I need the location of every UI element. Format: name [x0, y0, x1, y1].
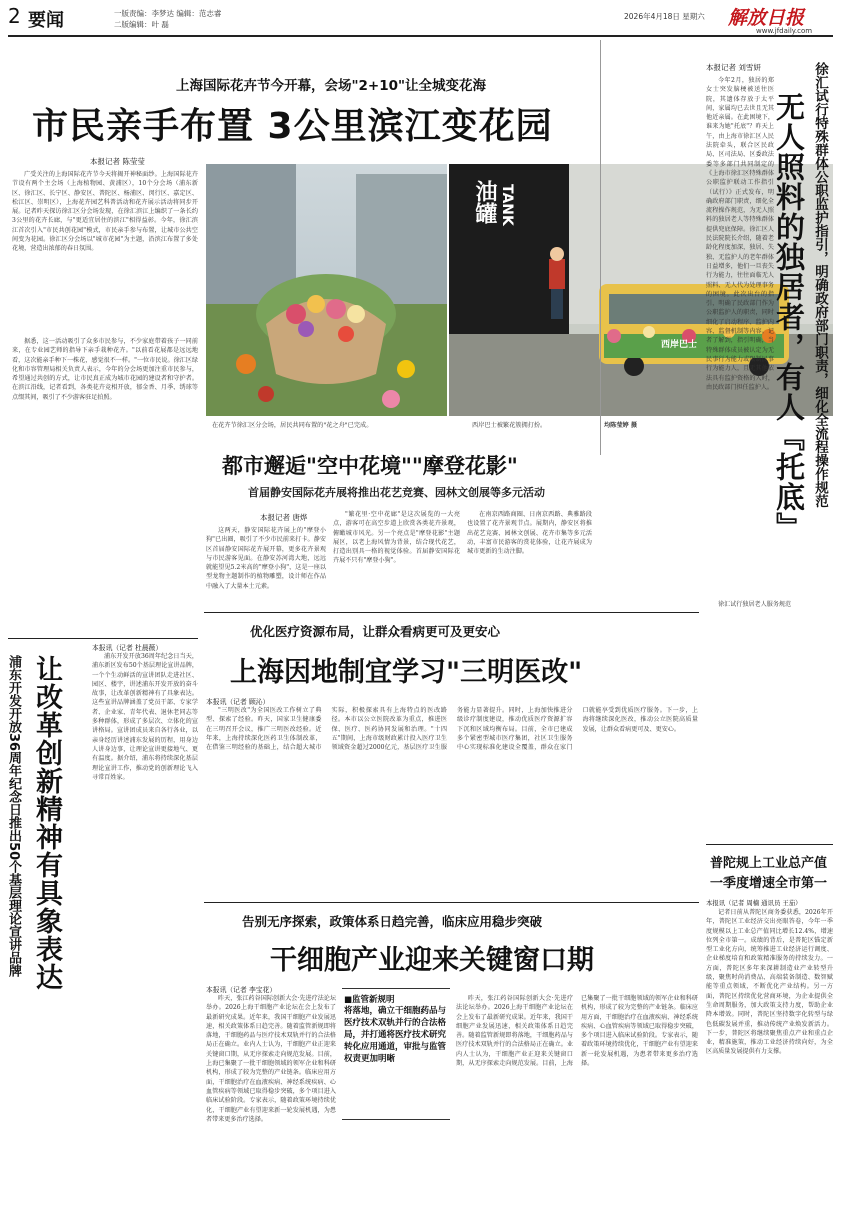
tank-sign-en: TANK — [499, 184, 515, 226]
header-rule — [8, 35, 833, 37]
fifth-byline: 本报讯（记者 周楠 通讯员 王茄） — [706, 899, 802, 907]
right-body-lower: 徐汇试行独居老人服务规范 — [718, 601, 792, 608]
left-body: 浦东开发开放36周年纪念日当天，浦东新区发布50个基层理论宣讲品牌，一个个生动鲜活的宣讲团队走进社区、园区、楼宇，讲述浦东开发开放的奋斗故事，让改革创新精神有了具象表达。这些宣讲品牌涵盖了党员干部、专家学者、企业家、青年代表、退休老同志等多种群体，形成了多层次、立体化的宣讲格局。宣讲团成员来自各行各业，以亲身经历讲述浦东发展的历程，用身边人讲身边事，让理论宣讲更接地气、更有温度。据介绍，浦东将持续深化基层理论宣讲工作，推动党的创新理论飞入寻常百姓家。 — [92, 653, 198, 781]
right-column-divider — [600, 40, 601, 455]
issue-date: 2026年4月18日 星期六 — [624, 12, 705, 21]
left-photo-caption: 在花卉节徐汇区分会场，居民共同布置的"花之舟"已完成。 — [212, 422, 373, 429]
fifth-top-rule — [706, 844, 833, 845]
editor-line-1: 一版责编：李梦达 编辑：范志睿 — [114, 9, 222, 18]
fifth-body: 记者日前从普陀区商务委获悉，2026年开年，普陀区工业经济交出亮眼答卷，今年一季度规模以上工业总产值同比增长12.4%，增速位列全市第一。成绩的背后，是普陀区锚定新型工业化方向，统筹推进工业经济运行调度、企业梯度培育和政策精准服务的持续发力。一方面，普陀区多年来深耕制造业产业转型升级，聚焦时尚消费品、高端装备制造、数智赋能等重点领域，不断优化产业结构。另一方面，普陀区持续优化营商环境，为企业提供全生命周期服务，加大政策支持力度，帮助企业降本增效。同时，普陀区坚持数字化转型与绿色低碳发展并重，推动传统产业焕发新活力。下一步，普陀区将继续聚焦重点产业和重点企业，精准施策，推动工业经济持续向好，为全区高质量发展提供有力支撑。 — [706, 909, 833, 1056]
fifth-headline: 普陀规上工业总产值 — [710, 856, 828, 871]
left-main-title: 让改革创新精神有具象表达 — [31, 655, 62, 991]
flower-boat-photo — [206, 164, 447, 416]
second-subhead: 首届静安国际花卉展将推出花艺竞赛、园林文创展等多元活动 — [248, 486, 545, 499]
fourth-byline: 本报讯（记者 李宝花） — [206, 986, 277, 994]
third-kicker: 优化医疗资源布局，让群众看病更可及更安心 — [250, 624, 501, 639]
left-byline: 本报讯（记者 杜晨薇） — [92, 644, 163, 652]
fourth-top-rule — [204, 902, 699, 903]
second-column-1: 这两天，静安国际花卉展上的"摩登小狗"已出圈，吸引了不少市民前来打卡。静安区首届静安国际花卉展开幕，更多花卉景观与市民游客见面。在静安苏河湾大地，远远就能望见5.2米高的"摩登小狗"，这是一座以型龙物主题制作的植物雕塑，设计师在作品中融入了大量本土元素。 — [206, 527, 326, 590]
lead-kicker: 上海国际花卉节今开幕，会场"2+10"让全城变花海 — [176, 78, 487, 94]
right-byline: 本报记者 刘雪妍 — [706, 63, 761, 72]
second-column-3: 在南京西路商圈、日南京西路、典雅路段也设置了花卉景观节点。展期内，静安区将推出花艺竞赛、园林文创展、花卉市集等多元活动，丰富市民游客的赏花体验，让花卉展成为城市更新的生动注脚。 — [467, 511, 592, 556]
page-number: 2 — [8, 4, 21, 28]
right-photo-caption: 西岸巴士被繁花簇拥打扮。 — [472, 422, 547, 429]
tank-sign-cn: 油罐 — [472, 180, 497, 224]
right-main-title: 无人照料的独居者，有人『托底』 — [772, 92, 806, 542]
lead-bottom-rule — [8, 638, 198, 639]
regulation-box — [342, 988, 450, 1120]
box-text: 将落地，确立干细胞药品与医疗技术双轨并行的合法格局，并打通将医疗技术研究转化应用通道，审批与监管权责更加明晰 — [344, 1006, 447, 1064]
box-title: ■监管新规明 — [344, 995, 395, 1005]
paper-logo: 解放日报 — [728, 7, 805, 29]
third-body: "三明医改"为全国医改工作树立了典型、探索了经验。昨天，国家卫生健康委在三明召开会议，推广三明医改经验。近年来，上海持续深化医药卫生体制改革，在借鉴三明经验的基础上，结合超大城市实际，积极探索具有上海特点的医改路径。本市以公立医院改革为重点，推进医保、医疗、医药协同发展和治理。"十四五"期间，上海市级财政累计投入医疗卫生领域资金超过2000亿元，基层医疗卫生服务能力显著提升。同时，上海加快推进分级诊疗制度建设，推动优质医疗资源扩容下沉和区域均衡布局。目前，全市已建成多个紧密型城市医疗集团，社区卫生服务中心实现标准化建设全覆盖，群众在家门口就能享受到优质医疗服务。下一步，上海将继续深化医改，推动公立医院高质量发展，让群众看病更可及、更安心。 — [206, 707, 698, 752]
lead-column-1: 广受关注的上海国际花卉节今天将揭开神秘面纱。上海国际花卉节设有两个主会场（上海植物园、黄浦区），10个分会场（浦东新区、徐汇区、长宁区、静安区、普陀区、杨浦区、闵行区、嘉定区、松江区、崇明区），上海花卉园艺科普活动和花卉展示活动将同步开展。记者昨天探访徐汇区分会场发现，在徐汇滨江上编织了一条长约3公里的花卉长廊，与"更适宜居住的滨江"相得益彰。今年，徐汇滨江首次引入"市民共创花园"模式，市民亲手参与布置，让城市公共空间变为花园。徐汇区分会场以"城市花园"为主题，沿滨江布置了多处花境，营造出浓郁的春日氛围。 — [12, 171, 198, 253]
fifth-headline-2: 一季度增速全市第一 — [710, 876, 828, 891]
fourth-body-right: 昨天，张江药谷国际创新大会·先进疗法论坛举办。2026上海干细胞产业论坛在会上发布了最新研究成果。近年来，我国干细胞产业发展迅速，相关政策体系日趋完善。随着监管新规即将落地，干细胞药品与医疗技术双轨并行的合法格局正在确立。业内人士认为，干细胞产业正迎来关键窗口期，从无序探索走向规范发展。目前，上海已集聚了一批干细胞领域的领军企业和科研机构，形成了较为完整的产业链条。临床应用方面，干细胞治疗在血液疾病、神经系统疾病、心血管疾病等领域已取得稳步突破，多个项目进入临床试验阶段。专家表示，随着政策环境持续优化，干细胞产业有望迎来新一轮发展机遇，为患者带来更多治疗选择。 — [456, 995, 698, 1068]
left-kicker: 浦东开发开放36周年纪念日推出50个基层理论宣讲品牌 — [6, 655, 21, 978]
fourth-kicker: 告别无序探索，政策体系日趋完善，临床应用稳步突破 — [242, 914, 543, 929]
website-url[interactable]: www.jfdaily.com — [756, 27, 813, 35]
third-headline: 上海因地制宜学习"三明医改" — [230, 657, 583, 688]
bus-label: 西岸巴士 — [661, 340, 698, 350]
lead-column-2: 据悉，这一活动吸引了众多市民参与，不少家庭带着孩子一同前来，在专业园艺师的指导下亲手栽种花卉。"以前看花展都是远远地看，这次能亲手种下一株花，感觉很不一样。"一位市民说。徐汇区绿化和市容管理局相关负责人表示，今年的分会场更加注重市民参与，希望通过共创的方式，让市民真正成为城市花园的建设者和守护者。在滨江沿线，记者看到，各类花卉竞相开放，郁金香、月季、绣球等点缀其间，吸引了不少游客驻足拍照。 — [12, 338, 198, 401]
lead-headline: 市民亲手布置 3公里滨江变花园 — [32, 106, 553, 147]
right-subtitle: 徐汇试行特殊群体公职监护指引，明确政府部门职责，细化全流程操作规范 — [812, 62, 828, 508]
fourth-body-left: 昨天，张江药谷国际创新大会·先进疗法论坛举办。2026上海干细胞产业论坛在会上发布了最新研究成果。近年来，我国干细胞产业发展迅速，相关政策体系日趋完善。随着监管新规即将落地，干细胞药品与医疗技术双轨并行的合法格局正在确立。业内人士认为，干细胞产业正迎来关键窗口期，从无序探索走向规范发展。目前，上海已集聚了一批干细胞领域的领军企业和科研机构，形成了较为完整的产业链条。临床应用方面，干细胞治疗在血液疾病、神经系统疾病、心血管疾病等领域已取得稳步突破，多个项目进入临床试验阶段。专家表示，随着政策环境持续优化，干细胞产业有望迎来新一轮发展机遇，为患者带来更多治疗选择。 — [206, 995, 336, 1123]
section-name: 要闻 — [28, 10, 64, 31]
second-headline: 都市邂逅"空中花境""摩登花影" — [222, 454, 518, 478]
editor-line-2: 二版编辑：叶 磊 — [114, 20, 169, 29]
second-column-2: "繁花里·空中花廊"是这次展览的一大亮点，游客可在高空步道上欣赏各类花卉景观，俯瞰城市风光。另一个亮点是"摩登花影"主题展区，以老上海风情为背景，结合现代花艺，打造出别具一格的视觉体验。首届静安国际花卉展不只有"摩登小狗"。 — [333, 511, 460, 565]
third-top-rule — [204, 612, 699, 613]
third-byline: 本报讯（记者 顾沁） — [206, 698, 270, 706]
second-byline: 本报记者 唐烨 — [260, 513, 308, 522]
fourth-headline: 干细胞产业迎来关键窗口期 — [270, 945, 594, 976]
photo-credit: 均陈莹婷 摄 — [604, 422, 638, 429]
lead-byline: 本报记者 陈莹莹 — [90, 157, 145, 166]
right-body: 今年2月，独居的郑女士突发脑梗被送往医院，其遗体存放于太平间，家属均已去世且无其他近亲属。在此困境下，谁来为她"托底"？昨天上午，由上海市徐汇区人民法院牵头，联合区民政局、区司法局、区委政法委等多部门共同制定的《上海市徐汇区特殊群体公职监护联动工作指引（试行）》正式发布，明确政府部门职责，细化全流程操作规范，为无人照料的独居老人等特殊群体提供兜底保障。徐汇区人民法院院长介绍，随着老龄化程度加深，独居、失独、无监护人的老年群体日益增多，他们一旦丧失行为能力，往往面临无人照料、无人代为处理事务的困境。此次出台的指引，明确了民政部门作为公职监护人的职责，同时细化了启动程序、监护内容、监督机制等内容。记者了解到，指引明确，当特殊群体成员被认定为无民事行为能力或限制民事行为能力人，且无其他依法具有监护资格的人时，由民政部门担任监护人。 — [706, 77, 774, 391]
